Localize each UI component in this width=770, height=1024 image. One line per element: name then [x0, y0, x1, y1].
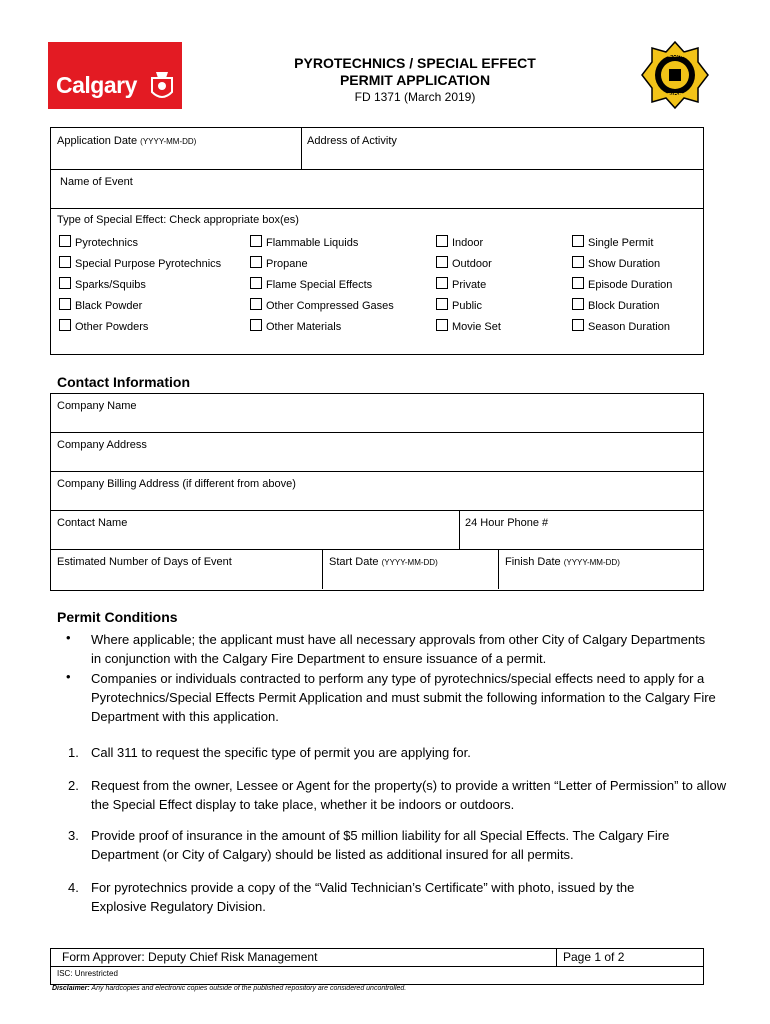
permit-conditions-heading: Permit Conditions — [57, 609, 178, 625]
company-address-field[interactable]: Company Address — [57, 439, 147, 451]
divider — [50, 966, 704, 967]
application-date-field[interactable] — [57, 135, 196, 147]
checkbox[interactable] — [436, 277, 448, 289]
effect-option[interactable] — [436, 235, 483, 249]
effect-option[interactable] — [436, 298, 482, 312]
checkbox-label: Flammable Liquids — [266, 237, 359, 249]
effect-option[interactable] — [436, 319, 501, 333]
condition-bullet-1: Where applicable; the applicant must have all necessary approvals from other City of Calgary Departments in conjunction with the Calgary Fire Department to ensure issuance of a permit. — [91, 632, 706, 666]
bullet-marker: • — [66, 669, 71, 684]
checkbox[interactable] — [59, 277, 71, 289]
effect-option[interactable] — [250, 298, 394, 312]
checkbox[interactable] — [436, 256, 448, 268]
disclaimer-text: Any hardcopies and electronic copies outside of the published repository are considered uncontrolled. — [89, 985, 407, 992]
checkbox-label: Single Permit — [588, 237, 654, 249]
condition-item-1: Call 311 to request the specific type of permit you are applying for. — [91, 745, 471, 760]
effect-type-label: Type of Special Effect: Check appropriate box(es) — [57, 214, 299, 226]
checkbox[interactable] — [59, 319, 71, 331]
checkbox-label: Pyrotechnics — [75, 237, 138, 249]
form-number: FD 1371 (March 2019) — [354, 90, 476, 104]
checkbox[interactable] — [250, 277, 262, 289]
logo-text: Calgary — [56, 72, 137, 98]
checkbox-label: Other Materials — [266, 321, 342, 333]
divider — [50, 510, 704, 511]
billing-address-field[interactable]: Company Billing Address (if different from above) — [57, 478, 296, 490]
checkbox-label: Private — [452, 279, 487, 291]
effect-option[interactable] — [436, 277, 486, 291]
checkbox-label: Indoor — [452, 237, 484, 249]
checkbox-label: Outdoor — [452, 258, 492, 270]
checkbox[interactable] — [572, 256, 584, 268]
number-marker: 4. — [68, 880, 79, 895]
form-approver: Form Approver: Deputy Chief Risk Management — [62, 950, 318, 964]
checkbox-label: Public — [452, 300, 482, 312]
divider — [50, 208, 704, 209]
divider — [50, 549, 704, 550]
checkbox[interactable] — [250, 235, 262, 247]
checkbox[interactable] — [572, 319, 584, 331]
divider — [301, 127, 302, 169]
city-crest-icon — [148, 68, 176, 104]
checkbox-label: Other Powders — [75, 321, 149, 333]
checkbox-label: Season Duration — [588, 321, 670, 333]
checkbox[interactable] — [59, 256, 71, 268]
divider — [459, 510, 460, 549]
effect-option[interactable] — [250, 256, 308, 270]
start-date-hint: (YYYY-MM-DD) — [381, 558, 438, 567]
checkbox[interactable] — [572, 298, 584, 310]
finish-date-hint: (YYYY-MM-DD) — [563, 558, 620, 567]
disclaimer — [52, 985, 406, 992]
contact-name-field[interactable]: Contact Name — [57, 517, 128, 529]
address-of-activity-field[interactable]: Address of Activity — [307, 135, 397, 147]
fire-department-badge-icon — [640, 40, 710, 110]
application-date-hint: (YYYY-MM-DD) — [140, 137, 197, 146]
disclaimer-label: Disclaimer: — [52, 985, 90, 992]
isc-classification: ISC: Unrestricted — [57, 969, 118, 978]
divider — [50, 169, 704, 170]
checkbox[interactable] — [250, 298, 262, 310]
form-title-line1: PYROTECHNICS / SPECIAL EFFECT — [294, 55, 536, 71]
bullet-marker: • — [66, 630, 71, 645]
effect-option[interactable] — [59, 277, 146, 291]
effect-option[interactable] — [572, 235, 653, 249]
condition-item-2: Request from the owner, Lessee or Agent for the property(s) to provide a written “Letter of Permission” to allow the Special Effect display to take place, whether it be indoors or outdoors. — [91, 778, 727, 812]
checkbox-label: Flame Special Effects — [266, 279, 373, 291]
calgary-logo — [48, 42, 182, 109]
number-marker: 3. — [68, 828, 79, 843]
checkbox-label: Sparks/Squibs — [75, 279, 146, 291]
form-title-line2: PERMIT APPLICATION — [339, 72, 491, 88]
divider — [498, 549, 499, 589]
effect-option[interactable] — [572, 298, 660, 312]
start-date-label: Start Date — [329, 556, 379, 568]
checkbox[interactable] — [59, 235, 71, 247]
checkbox-label: Black Powder — [75, 300, 143, 312]
divider — [556, 948, 557, 966]
finish-date-field[interactable] — [505, 556, 620, 568]
effect-option[interactable] — [59, 256, 221, 270]
checkbox[interactable] — [572, 277, 584, 289]
effect-option[interactable] — [250, 235, 358, 249]
badge-top-text: CALGARY — [660, 53, 690, 59]
checkbox[interactable] — [250, 256, 262, 268]
checkbox[interactable] — [250, 319, 262, 331]
checkbox-label: Other Compressed Gases — [266, 300, 394, 312]
effect-option[interactable] — [436, 256, 492, 270]
effect-option[interactable] — [572, 319, 670, 333]
start-date-field[interactable] — [329, 556, 438, 568]
number-marker: 1. — [68, 745, 79, 760]
contact-info-heading: Contact Information — [57, 374, 190, 390]
checkbox-label: Show Duration — [588, 258, 661, 270]
effect-option[interactable] — [250, 277, 372, 291]
divider — [50, 432, 704, 433]
badge-bottom-text: FIRE — [667, 93, 683, 100]
checkbox[interactable] — [436, 235, 448, 247]
phone-field[interactable]: 24 Hour Phone # — [465, 517, 549, 529]
checkbox-label: Block Duration — [588, 300, 660, 312]
checkbox[interactable] — [59, 298, 71, 310]
effect-option[interactable] — [250, 319, 341, 333]
divider — [322, 549, 323, 589]
checkbox[interactable] — [572, 235, 584, 247]
checkbox-label: Propane — [266, 258, 308, 270]
application-date-label: Application Date — [57, 135, 138, 147]
company-name-field[interactable]: Company Name — [57, 400, 137, 412]
days-of-event-field[interactable]: Estimated Number of Days of Event — [57, 556, 232, 568]
effect-option[interactable] — [59, 298, 142, 312]
page-number: Page 1 of 2 — [563, 950, 625, 964]
checkbox-label: Episode Duration — [588, 279, 673, 291]
condition-bullet-2: Companies or individuals contracted to perform any type of pyrotechnics/special effects need to apply for a Pyrotechnics/Special Effects Permit Application and must submit the following information to the Calgary Fire Department with this application. — [91, 671, 716, 724]
checkbox[interactable] — [436, 298, 448, 310]
finish-date-label: Finish Date — [505, 556, 561, 568]
effect-option[interactable] — [59, 235, 138, 249]
event-name-field[interactable]: Name of Event — [60, 176, 133, 188]
condition-item-3: Provide proof of insurance in the amount of $5 million liability for all Special Effects. The Calgary Fire Department (or City of Calgary) should be listed as additional insured for all permits. — [91, 828, 670, 862]
effect-option[interactable] — [572, 277, 672, 291]
effect-option[interactable] — [59, 319, 148, 333]
divider — [50, 471, 704, 472]
checkbox-label: Special Purpose Pyrotechnics — [75, 258, 222, 270]
checkbox[interactable] — [436, 319, 448, 331]
number-marker: 2. — [68, 778, 79, 793]
checkbox-label: Movie Set — [452, 321, 501, 333]
condition-item-4: For pyrotechnics provide a copy of the “Valid Technician’s Certificate” with photo, issued by the Explosive Regulatory Division. — [91, 880, 635, 914]
effect-option[interactable] — [572, 256, 660, 270]
